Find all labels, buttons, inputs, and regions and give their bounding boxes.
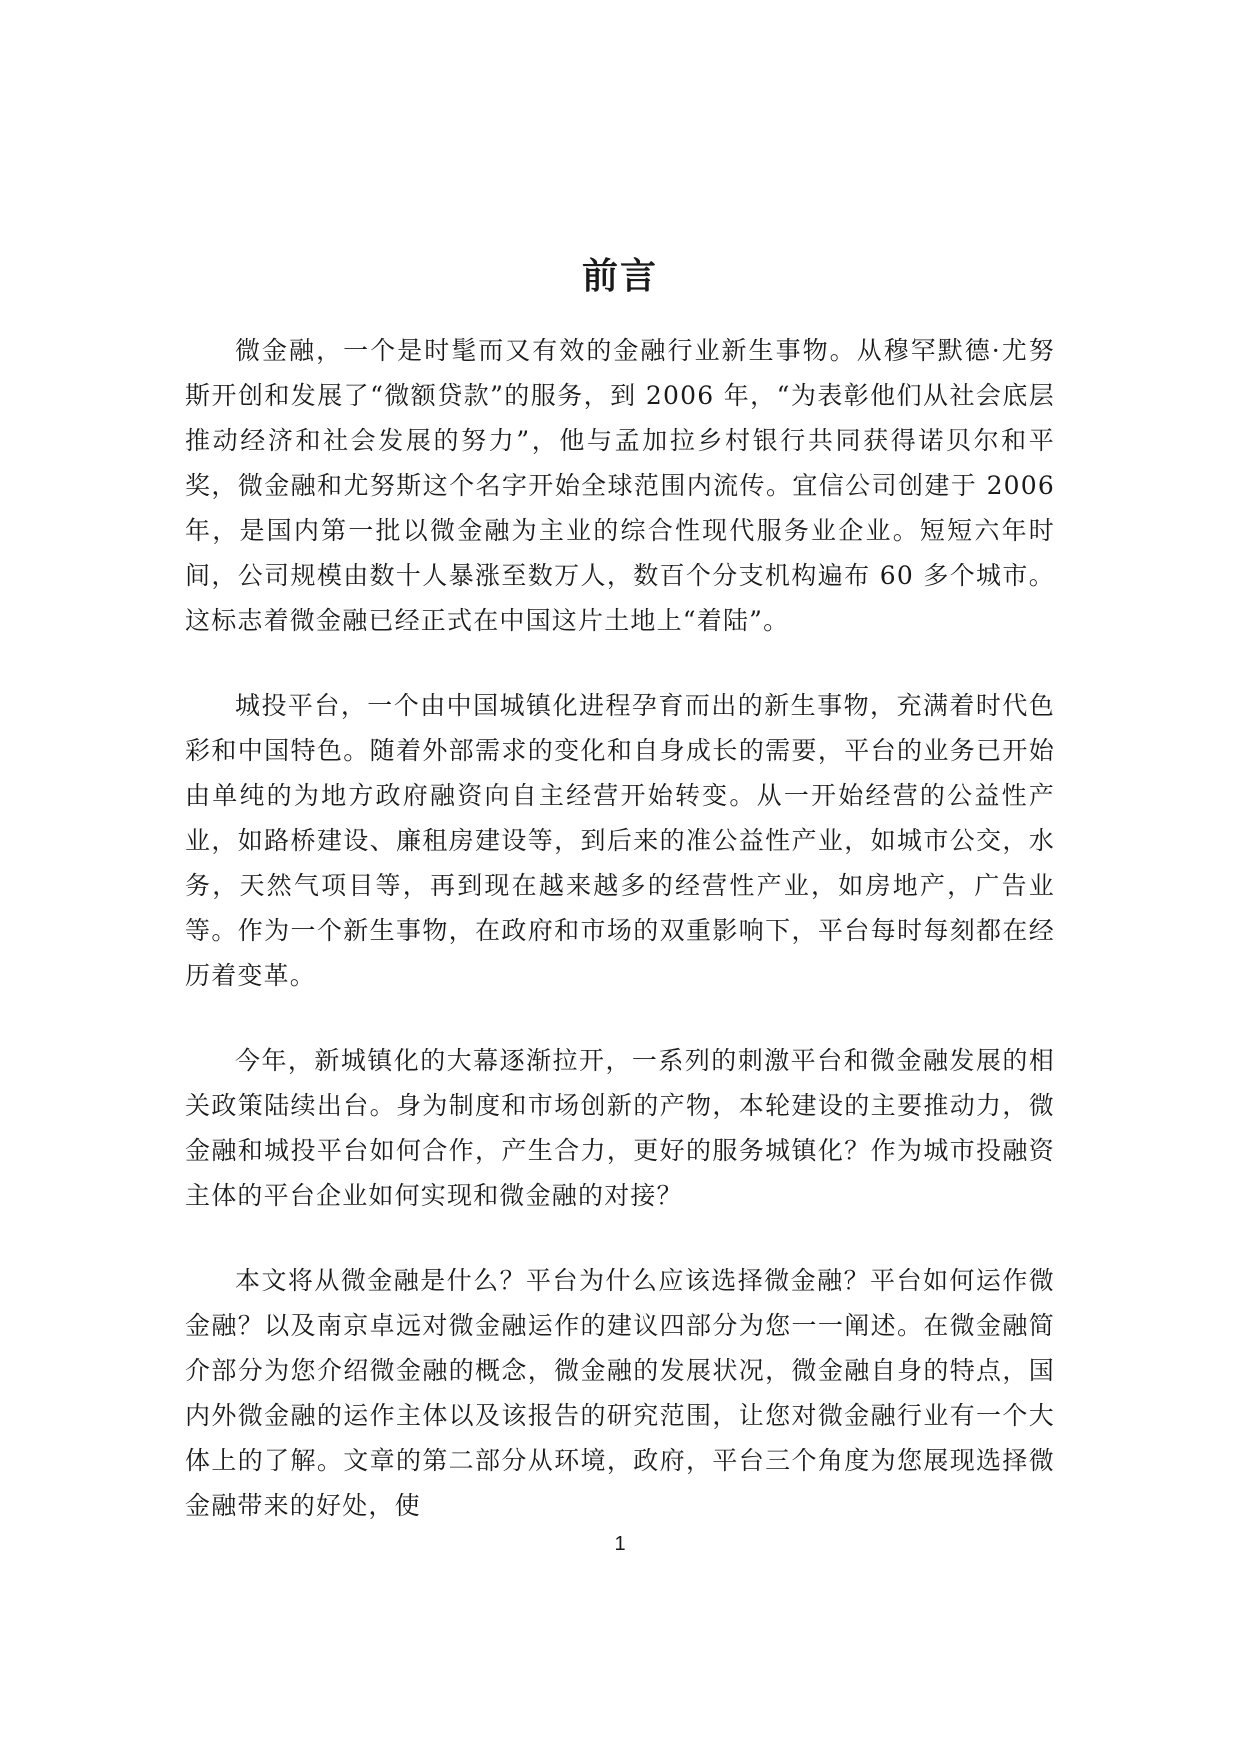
paragraph-1: 微金融，一个是时髦而又有效的金融行业新生事物。从穆罕默德·尤努斯开创和发展了“微额贷款”的服务，到 2006 年，“为表彰他们从社会底层推动经济和社会发展的努力”，他与孟加拉乡村银行共同获得诺贝尔和平奖，微金融和尤努斯这个名字开始全球范围内流传。宜信公司创建于 2006 年，是国内第一批以微金融为主业的综合性现代服务业企业。短短六年时间，公司规模由数十人暴涨至数万人，数百个分支机构遍布 60 多个城市。这标志着微金融已经正式在中国这片土地上“着陆”。 (185, 336, 1055, 635)
paragraph-4: 本文将从微金融是什么？平台为什么应该选择微金融？平台如何运作微金融？以及南京卓远对微金融运作的建议四部分为您一一阐述。在微金融简介部分为您介绍微金融的概念，微金融的发展状况，微金融自身的特点，国内外微金融的运作主体以及该报告的研究范围，让您对微金融行业有一个大体上的了解。文章的第二部分从环境，政府，平台三个角度为您展现选择微金融带来的好处，使 (185, 1266, 1055, 1520)
page-number: 1 (614, 1533, 626, 1555)
paragraph-3: 今年，新城镇化的大幕逐渐拉开，一系列的刺激平台和微金融发展的相关政策陆续出台。身为制度和市场创新的产物，本轮建设的主要推动力，微金融和城投平台如何合作，产生合力，更好的服务城镇化？作为城市投融资主体的平台企业如何实现和微金融的对接？ (185, 1046, 1055, 1210)
paragraph-2: 城投平台，一个由中国城镇化进程孕育而出的新生事物，充满着时代色彩和中国特色。随着外部需求的变化和自身成长的需要，平台的业务已开始由单纯的为地方政府融资向自主经营开始转变。从一开始经营的公益性产业，如路桥建设、廉租房建设等，到后来的准公益性产业，如城市公交，水务，天然气项目等，再到现在越来越多的经营性产业，如房地产，广告业等。作为一个新生事物，在政府和市场的双重影响下，平台每时每刻都在经历着变革。 (185, 691, 1055, 990)
body-text (185, 328, 1055, 1568)
page-title: 前言 (581, 256, 658, 297)
